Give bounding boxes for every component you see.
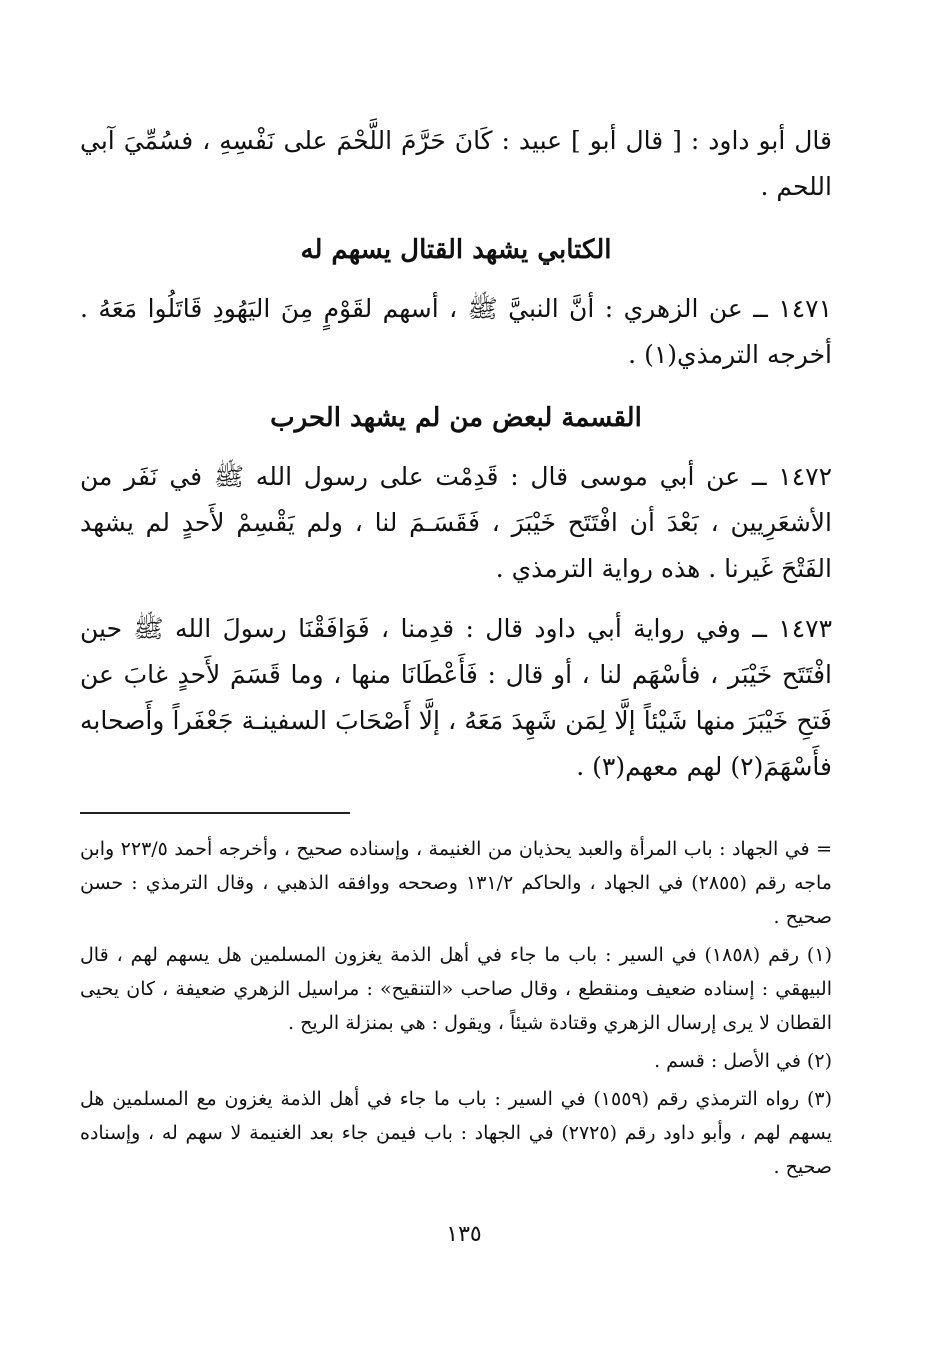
footnote-1: (١) رقم (١٨٥٨) في السير : باب ما جاء في أهل الذمة يغزون المسلمين هل يسهم لهم ، قال البيهقي : إسناده ضعيف ومنقطع ، وقال صاحب «التنقيح» : مراسيل الزهري ضعيفة ، كان يحيى القطان لا يرى إرسال الزهري وقتادة شيئاً ، ويقول : هي بمنزلة الريح . [80,944,832,1034]
section-heading-kitabi: الكتابي يشهد القتال يسهم له [300,235,612,265]
footnote-divider [80,812,350,814]
hadith-1473: ١٤٧٣ ــ وفي رواية أبي داود قال : قدِمنا ، فَوَافَقْنَا رسولَ الله ﷺ حين افْتَتَح خَيْبَر ، فأسْهَم لنا ، أو قال : فَأَعْطَانَا منها ، وما قَسَمَ لأَحدٍ غابَ عن فَتحِ خَيْبَرَ منها شَيْئاً إلَّا لِمَن شَهِدَ مَعَهُ ، إلَّا أَصْحَابَ السفينـة جَعْفَراً وأَصحابه فأَسْهَمَ(٢) لهم معهم(٣) . [80,614,832,781]
section-heading-qisma: القسمة لبعض من لم يشهد الحرب [270,403,642,433]
page-content [80,118,832,1188]
footnote-3: (٣) رواه الترمذي رقم (١٥٥٩) في السير : باب ما جاء في أهل الذمة يغزون مع المسلمين هل يسهم لهم ، وأبو داود رقم (٢٧٢٥) في الجهاد : باب فيمن جاء بعد الغنيمة لا سهم له ، وإسناده صحيح . [80,1088,832,1178]
hadith-1472: ١٤٧٢ ــ عن أبي موسى قال : قَدِمْت على رسول الله ﷺ في نَفَر من الأشعَرِيين ، بَعْدَ أن افْتَتَح خَيْبَرَ ، فَقَسَـمَ لنا ، ولم يَقْسِمْ لأَحدٍ لم يشهد الفَتْحَ غَيرنا . هذه رواية الترمذي . [80,462,832,583]
page-number: ١٣٥ [446,1222,482,1247]
footnotes [80,832,832,1184]
paragraph-abi-al-lahm: قال أبو داود : [ قال أبو ] عبيد : كَانَ حَرَّمَ اللَّحْمَ على نَفْسِهِ ، فسُمِّيَ آبي اللحم . [80,126,832,201]
footnote-continuation: = في الجهاد : باب المرأة والعبد يحذيان من الغنيمة ، وإسناده صحيح ، وأخرجه أحمد ٢٢٣/٥ وابن ماجه رقم (٢٨٥٥) في الجهاد ، والحاكم ١٣١/٢ وصححه ووافقه الذهبي ، وقال الترمذي : حسن صحيح . [80,838,833,928]
footnote-2: (٢) في الأصل : قسم . [654,1050,832,1072]
hadith-1471: ١٤٧١ ــ عن الزهري : أنَّ النبيَّ ﷺ ، أسهم لقَوْمٍ مِنَ اليَهُودِ قَاتَلُوا مَعَهُ . أخرجه الترمذي(١) . [80,294,832,369]
main-text [80,118,832,790]
